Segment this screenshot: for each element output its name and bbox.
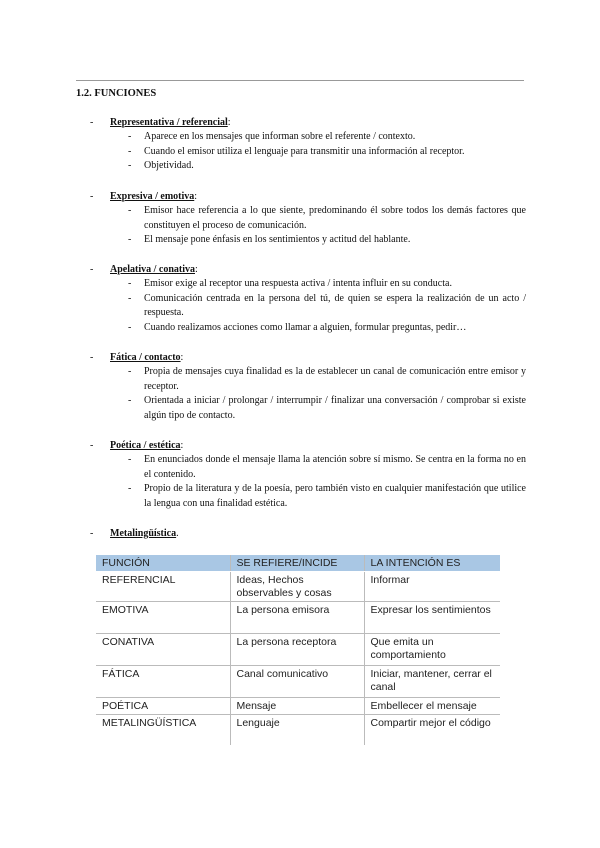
bullet-dash: -	[90, 191, 94, 202]
section-title: Fática / contacto	[110, 352, 181, 363]
table-row	[96, 666, 500, 698]
bullet-dash: -	[90, 352, 94, 363]
list-item: - Emisor hace referencia a lo que siente, predominando él sobre todos los demás factores que constituyen el proceso de comunicación.	[128, 205, 526, 231]
function-section-poetica	[76, 439, 526, 511]
list-item: - Cuando el emisor utiliza el lenguaje para transmitir una información al receptor.	[128, 145, 465, 157]
bullet-dash: -	[90, 528, 94, 539]
list-item: - Objetividad.	[128, 160, 194, 171]
list-item: - Cuando realizamos acciones como llamar a alguien, formular preguntas, pedir…	[128, 321, 467, 333]
table-cell: Canal comunicativo	[230, 666, 364, 698]
table-cell: Que emita un comportamiento	[364, 634, 500, 666]
table-cell: REFERENCIAL	[96, 572, 230, 602]
function-section-representativa	[76, 116, 526, 174]
section-title-row: - Apelativa / conativa:	[90, 264, 198, 275]
section-title: Metalingüística	[110, 528, 177, 539]
section-title-row: - Poética / estética:	[90, 440, 184, 451]
function-section-fatica	[76, 351, 526, 423]
table-cell: Mensaje	[230, 698, 364, 715]
top-divider	[76, 80, 524, 81]
list-item: - Comunicación centrada en la persona del tú, de quien se espera la realización de un acto / respuesta.	[128, 292, 526, 318]
table-cell: Informar	[364, 572, 500, 602]
table-cell: EMOTIVA	[96, 602, 230, 634]
function-section-metalinguistica	[76, 527, 526, 541]
section-heading: 1.2. FUNCIONES	[76, 88, 157, 99]
table-cell: La persona emisora	[230, 602, 364, 634]
section-title-row: - Representativa / referencial:	[90, 117, 231, 128]
table-cell: Iniciar, mantener, cerrar el canal	[364, 666, 500, 698]
function-section-expresiva	[76, 190, 526, 248]
list-item: - Aparece en los mensajes que informan sobre el referente / contexto.	[128, 131, 416, 142]
table-cell: METALINGÜÍSTICA	[102, 717, 197, 729]
table-row	[96, 698, 500, 715]
bullet-dash: -	[90, 440, 94, 451]
functions-table	[96, 555, 500, 745]
column-header: LA INTENCIÓN ES	[364, 555, 500, 572]
table-cell: POÉTICA	[96, 698, 230, 715]
bullet-dash: -	[90, 117, 94, 128]
table-header-row	[96, 555, 500, 572]
table-cell: Expresar los sentimientos	[364, 602, 500, 634]
table-cell: Lenguaje	[230, 715, 364, 745]
table-row	[96, 602, 500, 634]
column-header: FUNCIÓN	[96, 555, 230, 572]
list-item: - Propia de mensajes cuya finalidad es la de establecer un canal de comunicación entre emisor y receptor.	[128, 366, 526, 392]
table-row	[96, 634, 500, 666]
section-title: Poética / estética	[110, 440, 181, 451]
list-item: - Propio de la literatura y de la poesía, pero también visto en cualquier manifestación que utilice la lengua con una finalidad estética.	[128, 483, 526, 509]
function-section-apelativa	[76, 263, 526, 335]
section-title-row: - Fática / contacto:	[90, 352, 184, 363]
table-cell: CONATIVA	[96, 634, 230, 666]
table-cell: FÁTICA	[96, 666, 230, 698]
list-item: - Emisor exige al receptor una respuesta activa / intenta influir en su conducta.	[128, 278, 452, 289]
section-title-row: - Metalingüística.	[90, 528, 179, 539]
section-title-row: - Expresiva / emotiva:	[90, 191, 198, 202]
table-row	[96, 572, 500, 602]
table-cell: La persona receptora	[230, 634, 364, 666]
list-item: - Orientada a iniciar / prolongar / interrumpir / finalizar una conversación / comprobar si existe algún tipo de contacto.	[128, 395, 526, 421]
table-cell: Embellecer el mensaje	[364, 698, 500, 715]
section-title: Representativa / referencial	[110, 117, 228, 128]
bullet-dash: -	[90, 264, 94, 275]
section-title: Expresiva / emotiva	[110, 191, 195, 202]
list-item: - El mensaje pone énfasis en los sentimientos y actitud del hablante.	[128, 234, 411, 245]
table-cell: Ideas, Hechos observables y cosas	[230, 572, 364, 602]
table-row	[96, 715, 500, 745]
list-item: - En enunciados donde el mensaje llama la atención sobre sí mismo. Se centra en la forma no en el contenido.	[128, 454, 526, 480]
section-title: Apelativa / conativa	[110, 264, 195, 275]
column-header: SE REFIERE/INCIDE	[230, 555, 364, 572]
table-cell: Compartir mejor el código	[364, 715, 500, 745]
